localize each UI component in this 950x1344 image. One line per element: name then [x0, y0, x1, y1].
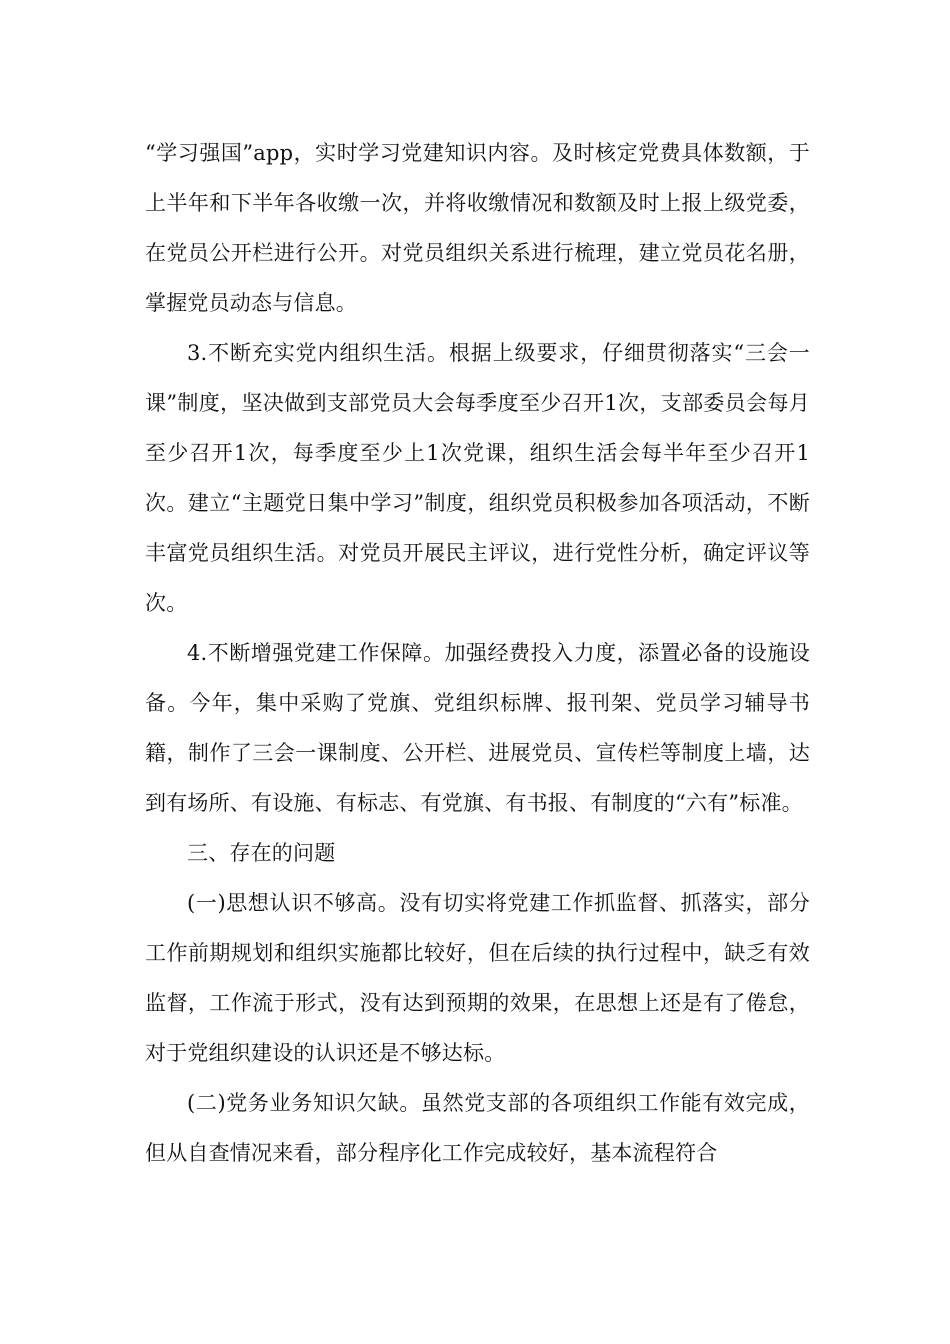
paragraph-problem-awareness: (一)思想认识不够高。没有切实将党建工作抓监督、抓落实，部分工作前期规划和组织实施都比较好，但在后续的执行过程中，缺乏有效监督，工作流于形式，没有达到预期的效果，在思想上还是有了倦怠，对于党组织建设的认识还是不够达标。: [145, 891, 810, 1065]
section-heading-problems: 三、存在的问题: [187, 841, 336, 865]
paragraph-work-guarantee: 4.不断增强党建工作保障。加强经费投入力度，添置必备的设施设备。今年，集中采购了党旗、党组织标牌、报刊架、党员学习辅导书籍，制作了三会一课制度、公开栏、进展党员、宣传栏等制度上墙，达到有场所、有设施、有标志、有党旗、有书报、有制度的“六有”标准。: [145, 641, 810, 815]
paragraph-problem-knowledge: (二)党务业务知识欠缺。虽然党支部的各项组织工作能有效完成，但从自查情况来看，部分程序化工作完成较好，基本流程符合: [145, 1091, 810, 1165]
paragraph-continued-study-and-dues: “学习强国”app，实时学习党建知识内容。及时核定党费具体数额，于上半年和下半年各收缴一次，并将收缴情况和数额及时上报上级党委，在党员公开栏进行公开。对党员组织关系进行梳理，建立党员花名册，掌握党员动态与信息。: [145, 141, 810, 315]
paragraph-organization-life: 3.不断充实党内组织生活。根据上级要求，仔细贯彻落实“三会一课”制度，坚决做到支部党员大会每季度至少召开1次，支部委员会每月至少召开1次，每季度至少上1次党课，组织生活会每半年至少召开1次。建立“主题党日集中学习”制度，组织党员积极参加各项活动，不断丰富党员组织生活。对党员开展民主评议，进行党性分析，确定评议等次。: [145, 341, 810, 615]
document-body: [145, 128, 810, 1178]
